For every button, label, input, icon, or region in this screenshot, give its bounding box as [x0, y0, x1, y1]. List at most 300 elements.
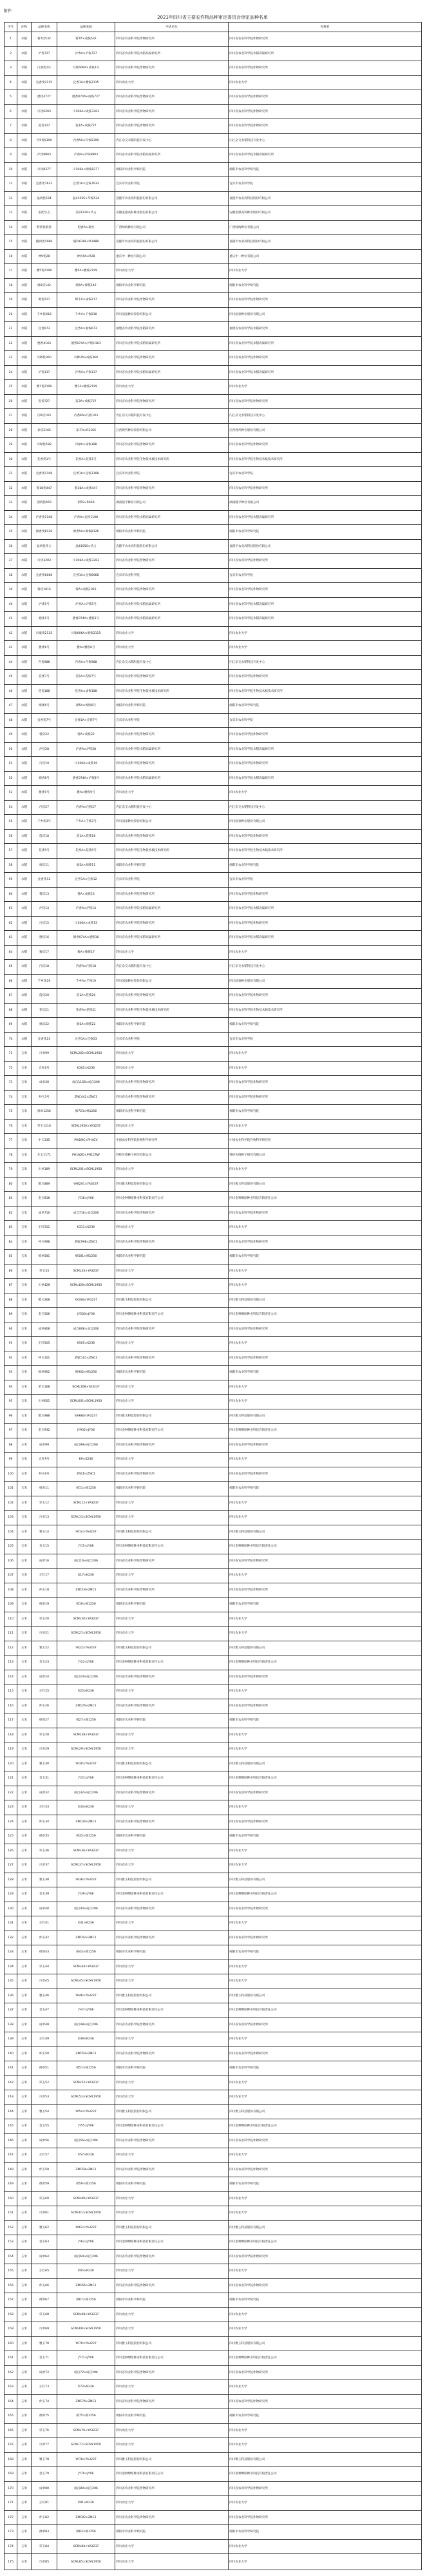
- cell-variety-name: 成单32: [32, 1786, 57, 1800]
- cell-breeder: 四川农业大学: [229, 1742, 422, 1757]
- cell-breeder: 四川省农业科学院作物研究所: [229, 1438, 422, 1453]
- cell-applicant: 四川农业大学: [115, 264, 229, 279]
- cell-no: 15: [5, 235, 17, 250]
- cell-no: 138: [5, 2018, 17, 2032]
- cell-no: 56: [5, 829, 17, 844]
- cell-breeder: 绵阳市农业科学研究院: [229, 1598, 422, 1612]
- cell-source: SCML76×YA3237: [57, 2423, 115, 2438]
- cell-variety-name: 绵5优142: [32, 278, 57, 293]
- cell-no: 24: [5, 365, 17, 380]
- cell-variety-name: 仲玉101: [32, 1351, 57, 1366]
- cell-source: 旌1A×成恢727: [57, 119, 115, 134]
- cell-breeder: 四川省农业科学院生物技术核技术研究所: [229, 844, 422, 859]
- cell-source: K65×K236: [57, 2264, 115, 2279]
- cell-source: ZNC18×ZNC1: [57, 1583, 115, 1598]
- cell-crop: 水稻: [17, 844, 32, 859]
- cell-breeder: 四川省农业科学院水稻高粱研究所: [229, 510, 422, 525]
- cell-breeder: 绵阳市农业科学研究院: [229, 525, 422, 540]
- cell-applicant: 四川金种燎原种业科技有限责任公司: [115, 1655, 229, 1670]
- cell-source: 雅A×雅恢17: [57, 945, 115, 960]
- cell-no: 103: [5, 1511, 17, 1525]
- cell-breeder: 四川省农业科学院作物研究所: [229, 2481, 422, 2496]
- cell-applicant: 四川省农业科学院作物研究所: [115, 2018, 229, 2032]
- cell-no: 127: [5, 1858, 17, 1873]
- table-row: [5, 322, 422, 337]
- cell-crop: 玉米: [17, 2119, 32, 2134]
- cell-applicant: 绵阳市农业科学研究院: [115, 699, 229, 714]
- cell-applicant: 四川农业大学: [115, 1221, 229, 1236]
- table-row: [5, 2394, 422, 2409]
- cell-source: 泸香A×泸恢9803: [57, 148, 115, 163]
- cell-applicant: 四川农业大学: [115, 2264, 229, 2279]
- cell-variety-name: 川单77: [32, 2438, 57, 2453]
- cell-crop: 玉米: [17, 1540, 32, 1554]
- cell-no: 114: [5, 1670, 17, 1684]
- table-row: [5, 46, 422, 61]
- cell-source: 川106A×成恢3203: [57, 554, 115, 569]
- cell-source: 成自56×成自206: [57, 2133, 115, 2148]
- cell-crop: 水稻: [17, 293, 32, 308]
- cell-crop: 玉米: [17, 1221, 32, 1236]
- table-row: [5, 539, 422, 554]
- table-row: [5, 815, 422, 830]
- table-row: [5, 1047, 422, 1062]
- cell-source: YA38×YA3237: [57, 1873, 115, 1887]
- table-row: [5, 945, 422, 960]
- cell-applicant: 四川农业大学: [115, 1960, 229, 1974]
- cell-variety-name: 蓉优22: [32, 728, 57, 743]
- table-row: [5, 336, 422, 351]
- cell-no: 156: [5, 2278, 17, 2293]
- cell-applicant: 四川农业大学: [115, 2423, 229, 2438]
- cell-source: ZNC998×ZNC1: [57, 1235, 115, 1250]
- cell-variety-name: 泸优28: [32, 742, 57, 757]
- cell-crop: 水稻: [17, 699, 32, 714]
- cell-variety-name: 野香优莉丝: [32, 220, 57, 235]
- cell-variety-name: 正红81: [32, 2496, 57, 2511]
- cell-source: 雅A×雅恢9号: [57, 786, 115, 801]
- cell-no: 139: [5, 2032, 17, 2047]
- cell-crop: 玉米: [17, 1424, 32, 1438]
- cell-variety-name: 成单48: [32, 2018, 57, 2032]
- cell-no: 69: [5, 1018, 17, 1033]
- cell-source: 绵83×绵1256: [57, 2525, 115, 2540]
- cell-variety-name: 正红311: [32, 1221, 57, 1236]
- cell-applicant: 内江杂交水稻科技开发中心: [115, 409, 229, 424]
- cell-source: ZNC66×ZNC1: [57, 2278, 115, 2293]
- cell-breeder: 四川省农业科学院作物研究所: [229, 351, 422, 366]
- cell-source: JY71×JY08: [57, 2351, 115, 2366]
- cell-crop: 玉米: [17, 2351, 32, 2366]
- cell-breeder: 四川雅玉科技股份有限公司: [229, 1293, 422, 1308]
- cell-variety-name: 成单40: [32, 1902, 57, 1916]
- cell-breeder: 宜宾市农业科学院: [229, 873, 422, 888]
- cell-crop: 玉米: [17, 1713, 32, 1728]
- cell-no: 40: [5, 597, 17, 612]
- cell-no: 113: [5, 1655, 17, 1670]
- cell-source: SCML168×YA3237: [57, 1380, 115, 1395]
- cell-variety-name: 雅玉62: [32, 2220, 57, 2235]
- cell-source: YA14×YA3237: [57, 1525, 115, 1540]
- cell-crop: 玉米: [17, 1989, 32, 2003]
- cell-no: 143: [5, 2090, 17, 2105]
- cell-no: 126: [5, 1844, 17, 1858]
- cell-variety-name: 金玉15: [32, 1540, 57, 1554]
- cell-breeder: 四川省农业科学院作物研究所: [229, 1931, 422, 1945]
- table-row: [5, 307, 422, 322]
- cell-breeder: 宜宾市农业科学院: [229, 713, 422, 728]
- cell-applicant: 四川农业大学: [115, 2075, 229, 2090]
- cell-variety-name: 雅玉70: [32, 2336, 57, 2351]
- cell-breeder: 四川农业大学: [229, 945, 422, 960]
- cell-source: 成自24×成自206: [57, 1670, 115, 1684]
- cell-variety-name: 仲玉18: [32, 1583, 57, 1598]
- cell-crop: 玉米: [17, 1873, 32, 1887]
- cell-variety-name: 泰优2165: [32, 423, 57, 438]
- cell-variety-name: 蓉7优532: [32, 32, 57, 47]
- cell-no: 17: [5, 264, 17, 279]
- cell-source: YA70×YA3237: [57, 2336, 115, 2351]
- cell-source: 成自80×成自206: [57, 2481, 115, 2496]
- cell-breeder: 四川农业大学: [229, 1264, 422, 1279]
- cell-applicant: 四川雅玉科技股份有限公司: [115, 1293, 229, 1308]
- cell-no: 164: [5, 2394, 17, 2409]
- cell-applicant: 宜宾市农业科学院: [115, 873, 229, 888]
- cell-source: SCML37×SCML1950: [57, 1858, 115, 1873]
- cell-breeder: 四川国豪种业股份有限公司: [229, 815, 422, 830]
- cell-source: 成自32×成自206: [57, 1786, 115, 1800]
- cell-applicant: 四川农业大学: [115, 75, 229, 90]
- cell-breeder: 四川省农业科学院作物研究所: [229, 670, 422, 685]
- cell-crop: 玉米: [17, 1351, 32, 1366]
- cell-applicant: 四川农业大学: [115, 1380, 229, 1395]
- cell-variety-name: 荣玉84: [32, 2539, 57, 2554]
- header-breeder: 育种者: [229, 23, 422, 32]
- cell-source: SCML428×SCML1950: [57, 1279, 115, 1293]
- cell-breeder: 四川金种燎原种业科技有限责任公司: [229, 1771, 422, 1786]
- cell-crop: 玉米: [17, 1076, 32, 1091]
- table-row: [5, 2293, 422, 2308]
- cell-applicant: 四川国豪种业股份有限公司: [115, 974, 229, 989]
- cell-source: 宜香1A×宜恢7号: [57, 713, 115, 728]
- cell-crop: 玉米: [17, 1163, 32, 1178]
- cell-no: 136: [5, 1989, 17, 2003]
- cell-crop: 玉米: [17, 1525, 32, 1540]
- cell-source: 花香A×花恢21: [57, 1003, 115, 1018]
- cell-crop: 水稻: [17, 162, 32, 177]
- cell-crop: 水稻: [17, 974, 32, 989]
- cell-crop: 水稻: [17, 481, 32, 496]
- cell-breeder: 四川农业大学: [229, 75, 422, 90]
- cell-breeder: 四川省农业科学院水稻高粱研究所: [229, 771, 422, 786]
- cell-source: SCML33×YA3237: [57, 1264, 115, 1279]
- cell-crop: 水稻: [17, 90, 32, 105]
- cell-source: 绵35×绵1256: [57, 1829, 115, 1844]
- table-row: [5, 162, 422, 177]
- table-row: [5, 423, 422, 438]
- cell-applicant: 四川雅玉科技股份有限公司: [115, 1989, 229, 2003]
- cell-no: 83: [5, 1221, 17, 1236]
- cell-breeder: 绵阳市农业科学研究院: [229, 2177, 422, 2192]
- cell-variety-name: 雅玉889: [32, 1177, 57, 1192]
- cell-source: 成自48×成自206: [57, 2018, 115, 2032]
- table-row: [5, 119, 422, 134]
- cell-breeder: 四川农业大学: [229, 2438, 422, 2453]
- cell-crop: 水稻: [17, 235, 32, 250]
- cell-applicant: 四川农业大学: [115, 786, 229, 801]
- cell-source: 千乡A×千恢818: [57, 307, 115, 322]
- table-row: [5, 1119, 422, 1134]
- cell-breeder: 四川省农业科学院作物研究所: [229, 2394, 422, 2409]
- cell-breeder: 四川农业大学: [229, 1612, 422, 1627]
- cell-crop: 水稻: [17, 249, 32, 264]
- cell-breeder: 四川金种燎原种业科技有限责任公司: [229, 1887, 422, 1902]
- table-row: [5, 1003, 422, 1018]
- cell-applicant: 四川省农业科学院生物技术核技术研究所: [115, 1003, 229, 1018]
- cell-applicant: 重庆中一种业有限公司: [115, 249, 229, 264]
- cell-source: 泸香A×宜恢1108: [57, 510, 115, 525]
- cell-breeder: 四川国豪种业股份有限公司: [229, 307, 422, 322]
- cell-source: JY55×JY08: [57, 2119, 115, 2134]
- cell-breeder: 绵阳市农业科学研究院: [229, 1250, 422, 1264]
- cell-no: 95: [5, 1395, 17, 1409]
- cell-breeder: 四川省农业科学院作物研究所: [229, 1902, 422, 1916]
- cell-no: 104: [5, 1525, 17, 1540]
- cell-source: YA78×YA3237: [57, 2452, 115, 2467]
- cell-applicant: 四川省农业科学院水稻高粱研究所: [115, 148, 229, 163]
- table-row: [5, 278, 422, 293]
- cell-variety-name: 川绿优188: [32, 438, 57, 453]
- cell-applicant: 四川农业大学: [115, 1163, 229, 1178]
- table-row: [5, 771, 422, 786]
- cell-breeder: 四川省农业科学院作物研究所: [229, 887, 422, 902]
- cell-variety-name: 金玉79: [32, 2467, 57, 2482]
- cell-variety-name: 川优3203: [32, 554, 57, 569]
- table-row: [5, 583, 422, 598]
- cell-source: 神农9A×R28: [57, 249, 115, 264]
- cell-crop: 玉米: [17, 1612, 32, 1627]
- cell-source: 绵19×绵1256: [57, 1598, 115, 1612]
- cell-breeder: 四川雅玉科技股份有限公司: [229, 2336, 422, 2351]
- cell-source: K9×K236: [57, 1453, 115, 1467]
- cell-crop: 玉米: [17, 1119, 32, 1134]
- table-row: [5, 2075, 422, 2090]
- table-row: [5, 351, 422, 366]
- cell-breeder: 四川省农业科学院作物研究所: [229, 1554, 422, 1569]
- cell-applicant: 四川农业大学: [115, 2322, 229, 2337]
- cell-applicant: 四川农业大学: [115, 1047, 229, 1062]
- table-row: [5, 2235, 422, 2250]
- cell-breeder: 四川雅玉科技股份有限公司: [229, 1989, 422, 2003]
- table-row: [5, 1670, 422, 1684]
- table-row: [5, 597, 422, 612]
- cell-source: 成自1158×成自206: [57, 1076, 115, 1091]
- cell-breeder: 绵阳市农业科学研究院: [229, 858, 422, 873]
- cell-no: 62: [5, 916, 17, 931]
- cell-breeder: 四川省农业科学院作物研究所: [229, 1786, 422, 1800]
- cell-crop: 玉米: [17, 1960, 32, 1974]
- cell-no: 46: [5, 684, 17, 699]
- cell-crop: 玉米: [17, 1655, 32, 1670]
- table-row: [5, 1061, 422, 1076]
- cell-crop: 玉米: [17, 2394, 32, 2409]
- cell-applicant: 四川雅玉科技股份有限公司: [115, 2452, 229, 2467]
- cell-variety-name: 仲玉34: [32, 1815, 57, 1829]
- cell-applicant: 袁隆平农业高科技股份有限公司: [115, 235, 229, 250]
- cell-applicant: 四川农业大学: [115, 380, 229, 395]
- cell-no: 37: [5, 554, 17, 569]
- cell-applicant: 绵阳市农业科学研究院: [115, 2061, 229, 2076]
- cell-no: 42: [5, 626, 17, 641]
- cell-breeder: 四川农业大学: [229, 2191, 422, 2206]
- table-row: [5, 2206, 422, 2221]
- cell-breeder: 四川省农业科学院水稻高粱研究所: [229, 931, 422, 946]
- cell-no: 3: [5, 61, 17, 76]
- cell-applicant: 四川省农业科学院作物研究所: [115, 1438, 229, 1453]
- cell-source: 蓉A×成恢13: [57, 887, 115, 902]
- cell-no: 31: [5, 467, 17, 482]
- cell-breeder: 四川省农业科学院作物研究所: [229, 728, 422, 743]
- cell-applicant: 四川雅玉科技股份有限公司: [115, 1873, 229, 1887]
- cell-breeder: 四川农业大学: [229, 1119, 422, 1134]
- cell-crop: 玉米: [17, 2046, 32, 2061]
- cell-crop: 水稻: [17, 815, 32, 830]
- cell-no: 151: [5, 2206, 17, 2221]
- cell-variety-name: 旌优727: [32, 394, 57, 409]
- cell-variety-name: 荣玉76: [32, 2423, 57, 2438]
- cell-source: SCML44×YA3237: [57, 1960, 115, 1974]
- cell-applicant: 四川省农业科学院作物研究所: [115, 2278, 229, 2293]
- cell-variety-name: 川康优2115: [32, 626, 57, 641]
- cell-crop: 水稻: [17, 380, 32, 395]
- cell-applicant: 绵阳市农业科学研究院: [115, 1482, 229, 1496]
- cell-no: 144: [5, 2104, 17, 2119]
- cell-applicant: 绵阳市农业科学研究院: [115, 1713, 229, 1728]
- cell-crop: 水稻: [17, 191, 32, 206]
- cell-source: 创5S×R669: [57, 496, 115, 511]
- cell-variety-name: 川种优360: [32, 351, 57, 366]
- cell-breeder: 绵阳市农业科学研究院: [229, 162, 422, 177]
- table-row: [5, 61, 422, 76]
- cell-variety-name: 正红25: [32, 1684, 57, 1699]
- cell-variety-name: 中玉335: [32, 1134, 57, 1149]
- cell-applicant: 四川省农业科学院作物研究所: [115, 989, 229, 1004]
- cell-source: SCML69×SCML1950: [57, 2322, 115, 2337]
- table-row: [5, 873, 422, 888]
- table-row: [5, 728, 422, 743]
- cell-crop: 玉米: [17, 1177, 32, 1192]
- cell-breeder: 绵阳市农业科学研究院: [229, 1018, 422, 1033]
- cell-variety-name: 正红49: [32, 2032, 57, 2047]
- cell-variety-name: 成单72: [32, 2365, 57, 2380]
- cell-no: 33: [5, 496, 17, 511]
- cell-no: 175: [5, 2554, 17, 2570]
- cell-variety-name: 旌优20: [32, 989, 57, 1004]
- cell-variety-name: 川单189: [32, 1163, 57, 1178]
- cell-breeder: 宜宾市农业科学院: [229, 177, 422, 192]
- cell-breeder: 四川农业大学: [229, 2496, 422, 2511]
- cell-breeder: 四川省农业科学院作物研究所: [229, 1090, 422, 1105]
- cell-crop: 水稻: [17, 148, 32, 163]
- table-row: [5, 1931, 422, 1945]
- cell-applicant: 铁岭先锋种子研究有限公司: [115, 1148, 229, 1163]
- cell-no: 162: [5, 2365, 17, 2380]
- cell-no: 157: [5, 2293, 17, 2308]
- cell-no: 165: [5, 2409, 17, 2424]
- cell-variety-name: 金玉31: [32, 1771, 57, 1786]
- cell-breeder: 四川金种燎原种业科技有限责任公司: [229, 1424, 422, 1438]
- cell-applicant: 四川农业大学: [115, 2307, 229, 2322]
- header-source: 品种来源: [57, 23, 115, 32]
- cell-crop: 玉米: [17, 1438, 32, 1453]
- cell-no: 79: [5, 1163, 17, 1178]
- cell-breeder: 四川金种燎原种业科技有限责任公司: [229, 2235, 422, 2250]
- table-row: [5, 2061, 422, 2076]
- cell-breeder: 绵阳市农业科学研究院: [229, 1713, 422, 1728]
- cell-variety-name: 成单56: [32, 2133, 57, 2148]
- cell-breeder: 绵阳市农业科学研究院: [229, 2061, 422, 2076]
- cell-source: 川106A×成恢15: [57, 916, 115, 931]
- cell-applicant: 宜宾市农业科学院: [115, 1032, 229, 1047]
- table-row: [5, 1279, 422, 1293]
- cell-variety-name: 金玉818: [32, 1192, 57, 1207]
- cell-no: 135: [5, 1974, 17, 1989]
- cell-applicant: 四川省农业科学院作物研究所: [115, 728, 229, 743]
- cell-breeder: 四川省农业科学院作物研究所: [229, 1235, 422, 1250]
- cell-no: 132: [5, 1931, 17, 1945]
- table-row: [5, 989, 422, 1004]
- cell-crop: 水稻: [17, 1032, 32, 1047]
- cell-no: 18: [5, 278, 17, 293]
- cell-crop: 水稻: [17, 989, 32, 1004]
- cell-crop: 玉米: [17, 2438, 32, 2453]
- cell-variety-name: 荃优华占: [32, 206, 57, 221]
- cell-breeder: 四川金种燎原种业科技有限责任公司: [229, 1540, 422, 1554]
- cell-crop: 水稻: [17, 873, 32, 888]
- table-row: [5, 1800, 422, 1815]
- table-row: [5, 1409, 422, 1424]
- cell-source: YA988×YA3237: [57, 1409, 115, 1424]
- cell-crop: 玉米: [17, 2264, 32, 2279]
- cell-no: 110: [5, 1612, 17, 1627]
- table-row: [5, 1308, 422, 1322]
- cell-applicant: 宜宾市农业科学院: [115, 713, 229, 728]
- cell-breeder: 绵阳市农业科学研究院: [229, 1105, 422, 1120]
- cell-crop: 水稻: [17, 902, 32, 917]
- cell-breeder: 四川金种燎原种业科技有限责任公司: [229, 2119, 422, 2134]
- cell-applicant: 四川金种燎原种业科技有限责任公司: [115, 1540, 229, 1554]
- table-row: [5, 2018, 422, 2032]
- cell-variety-name: 宜香优2115: [32, 75, 57, 90]
- cell-variety-name: 川优19: [32, 757, 57, 772]
- cell-crop: 玉米: [17, 1235, 32, 1250]
- cell-no: 149: [5, 2177, 17, 2192]
- cell-breeder: 四川省农业科学院作物研究所: [229, 32, 422, 47]
- cell-applicant: 四川省农业科学院作物研究所: [115, 1351, 229, 1366]
- table-row: [5, 626, 422, 641]
- cell-breeder: 四川农业大学: [229, 1453, 422, 1467]
- cell-breeder: 四川农业大学: [229, 1047, 422, 1062]
- cell-variety-name: 川单29: [32, 1742, 57, 1757]
- table-row: [5, 1627, 422, 1641]
- cell-variety-name: 千乡优19: [32, 974, 57, 989]
- cell-crop: 玉米: [17, 1641, 32, 1655]
- cell-applicant: 四川金种燎原种业科技有限责任公司: [115, 2235, 229, 2250]
- table-row: [5, 1699, 422, 1713]
- cell-breeder: 四川农业大学: [229, 1163, 422, 1178]
- cell-variety-name: 泸优137: [32, 365, 57, 380]
- table-row: [5, 525, 422, 540]
